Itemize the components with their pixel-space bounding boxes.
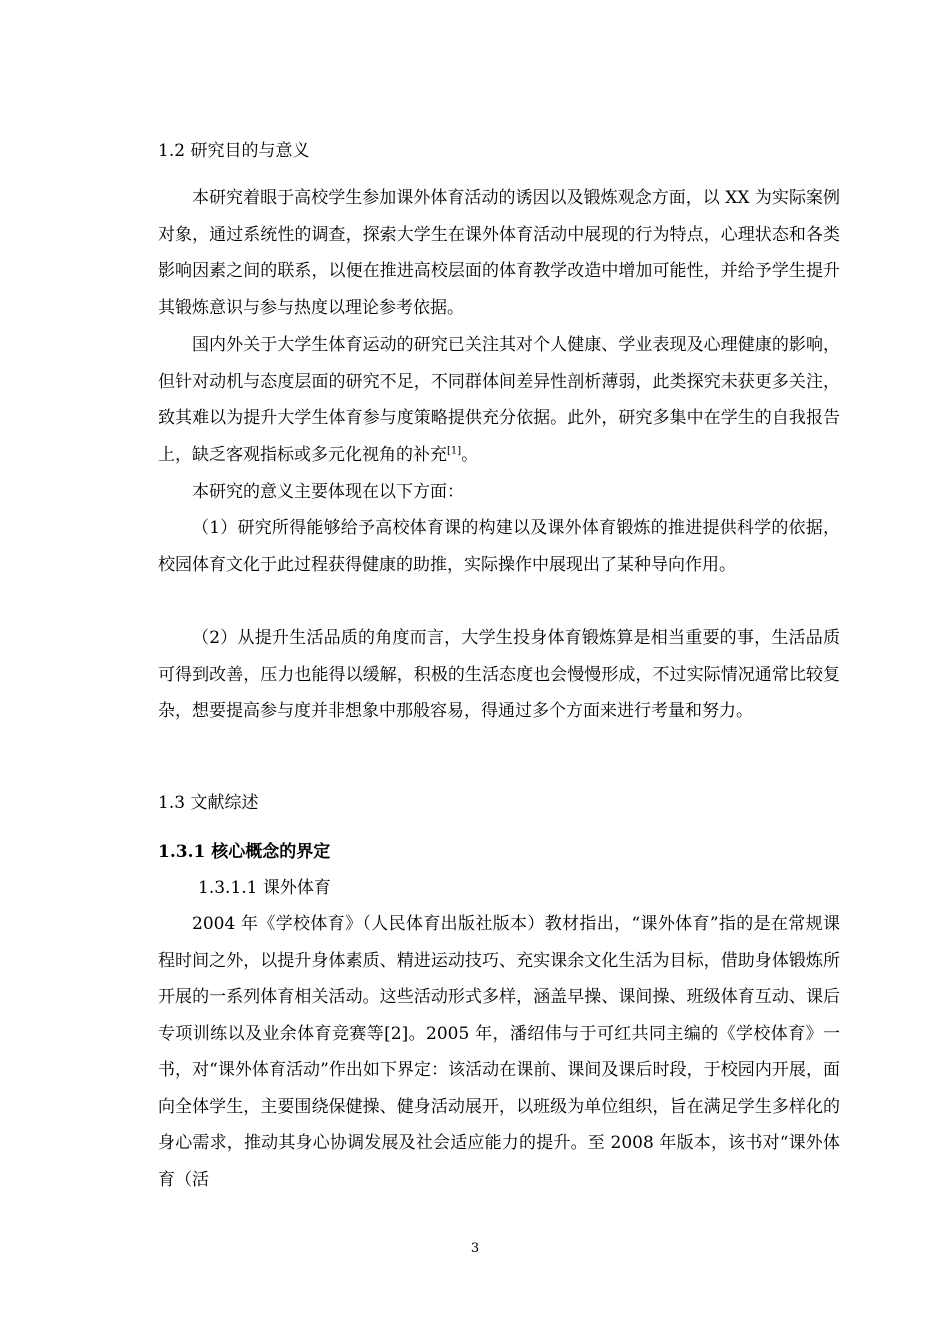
paragraph-end-mark: 。 (461, 444, 479, 465)
paragraph-extracurricular-definition: 2004 年《学校体育》（人民体育出版社版本）教材指出，“课外体育”指的是在常规课程时间之外，以提升身体素质、精进运动技巧、充实课余文化生活为目标，借助身体锻炼所开展的一系列体育相关活动。这些活动形式多样，涵盖早操、课间操、班级体育互动、课后专项训练以及业余体育竞赛等[2]。2005 年，潘绍伟与于可红共同主编的《学校体育》一书，对“课外体育活动”作出如下界定：该活动在课前、课间及课后时段，于校园内开展，面向全体学生，主要围绕保健操、健身活动展开，以班级为单位组织，旨在满足学生多样化的身心需求，推动其身心协调发展及社会适应能力的提升。至 2008 年版本，该书对“课外体育（活 (158, 914, 840, 1190)
paragraph-research-purpose: 本研究着眼于高校学生参加课外体育活动的诱因以及锻炼观念方面，以 XX 为实际案例对象，通过系统性的调查，探索大学生在课外体育活动中展现的行为特点，心理状态和各类影响因素之间的联系，以便在推进高校层面的体育教学改造中增加可能性，并给予学生提升其锻炼意识与参与热度以理论参考依据。 (158, 188, 840, 318)
paragraph-significance-item-1: （1）研究所得能够给予高校体育课的构建以及课外体育锻炼的推进提供科学的依据，校园体育文化于此过程获得健康的助推，实际操作中展现出了某种导向作用。 (158, 518, 840, 575)
paragraph-significance-intro: 本研究的意义主要体现在以下方面： (192, 482, 464, 502)
sub-sub-heading-1-3-1-1: 1.3.1.1 课外体育 (198, 878, 331, 898)
sub-heading-1-3-1: 1.3.1 核心概念的界定 (158, 842, 331, 862)
section-heading-1-3: 1.3 文献综述 (158, 793, 259, 813)
paragraph-significance-item-2: （2）从提升生活品质的角度而言，大学生投身体育锻炼算是相当重要的事，生活品质可得到改善，压力也能得以缓解，积极的生活态度也会慢慢形成，不过实际情况通常比较复杂，想要提高参与度并非想象中那般容易，得通过多个方面来进行考量和努力。 (158, 628, 840, 721)
paragraph-research-background (158, 327, 840, 473)
citation-1: [1] (447, 444, 462, 456)
page-number: 3 (470, 1241, 480, 1256)
paragraph-research-background-text: 国内外关于大学生体育运动的研究已关注其对个人健康、学业表现及心理健康的影响，但针对动机与态度层面的研究不足，不同群体间差异性剖析薄弱，此类探究未获更多关注，致其难以为提升大学生体育参与度策略提供充分依据。此外，研究多集中在学生的自我报告上，缺乏客观指标或多元化视角的补充 (158, 335, 840, 465)
section-heading-1-2: 1.2 研究目的与意义 (158, 141, 310, 161)
